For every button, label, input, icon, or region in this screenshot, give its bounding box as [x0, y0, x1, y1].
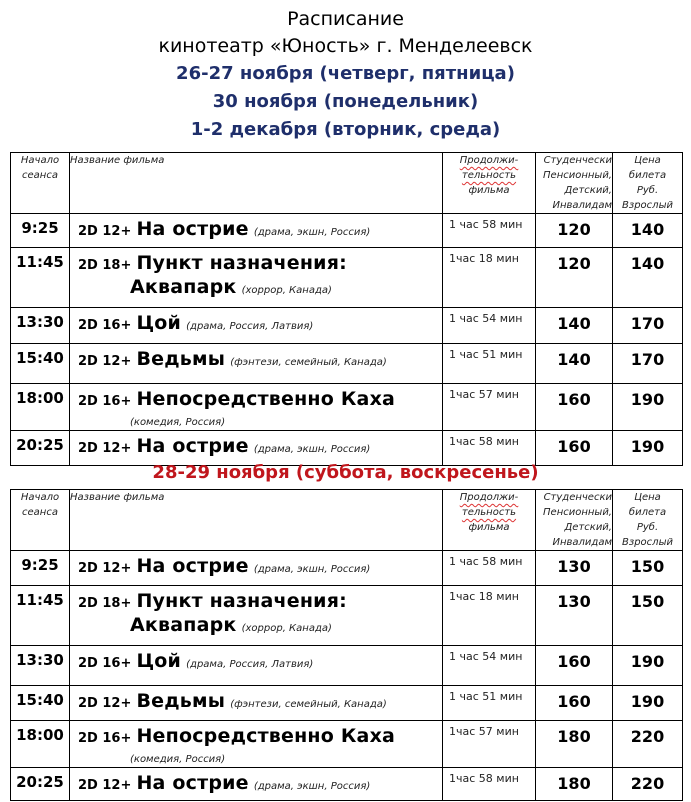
table-row — [11, 308, 683, 344]
column-header-full-price: Цена билета Руб. Взрослый — [613, 153, 683, 214]
table-row — [11, 214, 683, 248]
table-row — [11, 646, 683, 686]
table-row — [11, 248, 683, 308]
full-price: 190 — [613, 384, 683, 431]
session-time: 9:25 — [11, 214, 70, 248]
session-time: 15:40 — [11, 344, 70, 384]
full-price: 140 — [613, 248, 683, 308]
full-price: 190 — [613, 686, 683, 721]
film-cell — [70, 344, 443, 384]
film-format-rating: 2D 12+ — [78, 354, 132, 369]
film-cell — [70, 686, 443, 721]
film-cell — [70, 721, 443, 768]
film-cell — [70, 214, 443, 248]
column-header-film-name: Название фильма — [70, 490, 443, 551]
discount-price: 180 — [536, 768, 613, 801]
schedule-table-weekdays — [10, 152, 683, 466]
film-cell — [70, 384, 443, 431]
film-cell — [70, 586, 443, 646]
session-time: 9:25 — [11, 551, 70, 586]
film-title: На острие — [136, 218, 249, 240]
column-header-full-price: Цена билета Руб. Взрослый — [613, 490, 683, 551]
discount-price: 130 — [536, 586, 613, 646]
film-title: Ведьмы — [136, 348, 226, 370]
column-header-discount-price: Студенчески Пенсионный, Детский, Инвалидам — [536, 490, 613, 551]
full-price: 150 — [613, 551, 683, 586]
table-row — [11, 586, 683, 646]
film-title: Ведьмы — [136, 690, 226, 712]
full-price: 190 — [613, 431, 683, 466]
table-row — [11, 768, 683, 801]
film-genre: (драма, экшн, Россия) — [253, 781, 371, 792]
discount-price: 140 — [536, 308, 613, 344]
column-header-duration: Продолжи- тельность фильма — [443, 490, 536, 551]
cinema-name: кинотеатр «Юность» г. Менделеевск — [158, 35, 533, 57]
film-genre: (хоррор, Канада) — [241, 623, 332, 634]
film-format-rating: 2D 16+ — [78, 656, 132, 671]
discount-price: 180 — [536, 721, 613, 768]
column-header-duration: Продолжи- тельность фильма — [443, 153, 536, 214]
schedule-table-weekend — [10, 489, 683, 801]
film-title: Цой — [136, 312, 182, 334]
date-range-weekend: 28-29 ноября (суббота, воскресенье) — [152, 462, 539, 483]
film-genre: (комедия, Россия) — [130, 754, 226, 765]
film-duration: 1час 57 мин — [443, 384, 536, 431]
table-header-row — [11, 153, 683, 214]
film-title: На острие — [136, 772, 249, 794]
film-duration: 1 час 51 мин — [443, 686, 536, 721]
film-title: На острие — [136, 555, 249, 577]
film-format-rating: 2D 12+ — [78, 441, 132, 456]
film-duration: 1 час 54 мин — [443, 308, 536, 344]
date-range-weekdays-2: 30 ноября (понедельник) — [212, 91, 479, 112]
full-price: 170 — [613, 308, 683, 344]
film-genre: (драма, экшн, Россия) — [253, 227, 371, 238]
film-genre: (фэнтези, семейный, Канада) — [230, 357, 387, 368]
table-header-row — [11, 490, 683, 551]
schedule-body — [11, 551, 683, 801]
film-genre: (драма, Россия, Латвия) — [186, 659, 314, 670]
schedule-body — [11, 214, 683, 466]
film-duration: 1час 58 мин — [443, 768, 536, 801]
session-time: 11:45 — [11, 586, 70, 646]
film-format-rating: 2D 18+ — [78, 258, 132, 273]
film-format-rating: 2D 12+ — [78, 696, 132, 711]
session-time: 11:45 — [11, 248, 70, 308]
date-range-weekdays-3: 1-2 декабря (вторник, среда) — [190, 119, 501, 140]
date-range-weekdays-1: 26-27 ноября (четверг, пятница) — [176, 63, 515, 84]
table-row — [11, 686, 683, 721]
discount-price: 140 — [536, 344, 613, 384]
session-time: 20:25 — [11, 431, 70, 466]
film-genre: (фэнтези, семейный, Канада) — [230, 699, 387, 710]
film-duration: 1 час 51 мин — [443, 344, 536, 384]
film-genre: (драма, Россия, Латвия) — [186, 321, 314, 332]
film-format-rating: 2D 16+ — [78, 318, 132, 333]
film-title-line2: Аквапарк — [130, 276, 237, 298]
session-time: 20:25 — [11, 768, 70, 801]
column-header-discount-price: Студенчески Пенсионный, Детский, Инвалидам — [536, 153, 613, 214]
discount-price: 160 — [536, 384, 613, 431]
film-duration: 1час 57 мин — [443, 721, 536, 768]
film-genre: (хоррор, Канада) — [241, 285, 332, 296]
film-format-rating: 2D 12+ — [78, 224, 132, 239]
film-cell — [70, 646, 443, 686]
film-genre: (драма, экшн, Россия) — [253, 564, 371, 575]
film-format-rating: 2D 16+ — [78, 394, 132, 409]
discount-price: 120 — [536, 214, 613, 248]
table-row — [11, 344, 683, 384]
film-genre: (драма, экшн, Россия) — [253, 444, 371, 455]
session-time: 13:30 — [11, 646, 70, 686]
table-row — [11, 384, 683, 431]
full-price: 150 — [613, 586, 683, 646]
film-title: Цой — [136, 650, 182, 672]
film-duration: 1 час 54 мин — [443, 646, 536, 686]
full-price: 220 — [613, 768, 683, 801]
page-title: Расписание — [287, 8, 404, 30]
film-title: На острие — [136, 435, 249, 457]
film-format-rating: 2D 12+ — [78, 778, 132, 793]
discount-price: 160 — [536, 686, 613, 721]
film-duration: 1 час 58 мин — [443, 214, 536, 248]
film-cell — [70, 551, 443, 586]
film-title: Непосредственно Каха — [136, 725, 396, 747]
film-title: Непосредственно Каха — [136, 388, 396, 410]
film-format-rating: 2D 18+ — [78, 596, 132, 611]
session-time: 13:30 — [11, 308, 70, 344]
film-duration: 1 час 58 мин — [443, 551, 536, 586]
column-header-start-time: Начало сеанса — [11, 153, 70, 214]
session-time: 15:40 — [11, 686, 70, 721]
film-cell — [70, 768, 443, 801]
full-price: 170 — [613, 344, 683, 384]
discount-price: 160 — [536, 431, 613, 466]
discount-price: 120 — [536, 248, 613, 308]
film-genre: (комедия, Россия) — [130, 417, 226, 428]
film-format-rating: 2D 16+ — [78, 731, 132, 746]
column-header-start-time: Начало сеанса — [11, 490, 70, 551]
full-price: 220 — [613, 721, 683, 768]
film-cell — [70, 248, 443, 308]
full-price: 140 — [613, 214, 683, 248]
film-format-rating: 2D 12+ — [78, 561, 132, 576]
film-duration: 1час 58 мин — [443, 431, 536, 466]
full-price: 190 — [613, 646, 683, 686]
session-time: 18:00 — [11, 384, 70, 431]
film-title: Пункт назначения: — [136, 252, 347, 274]
film-title-line2: Аквапарк — [130, 614, 237, 636]
column-header-film-name: Название фильма — [70, 153, 443, 214]
film-cell — [70, 308, 443, 344]
film-duration: 1час 18 мин — [443, 248, 536, 308]
session-time: 18:00 — [11, 721, 70, 768]
discount-price: 130 — [536, 551, 613, 586]
film-duration: 1час 18 мин — [443, 586, 536, 646]
film-title: Пункт назначения: — [136, 590, 347, 612]
table-row — [11, 721, 683, 768]
table-row — [11, 551, 683, 586]
discount-price: 160 — [536, 646, 613, 686]
